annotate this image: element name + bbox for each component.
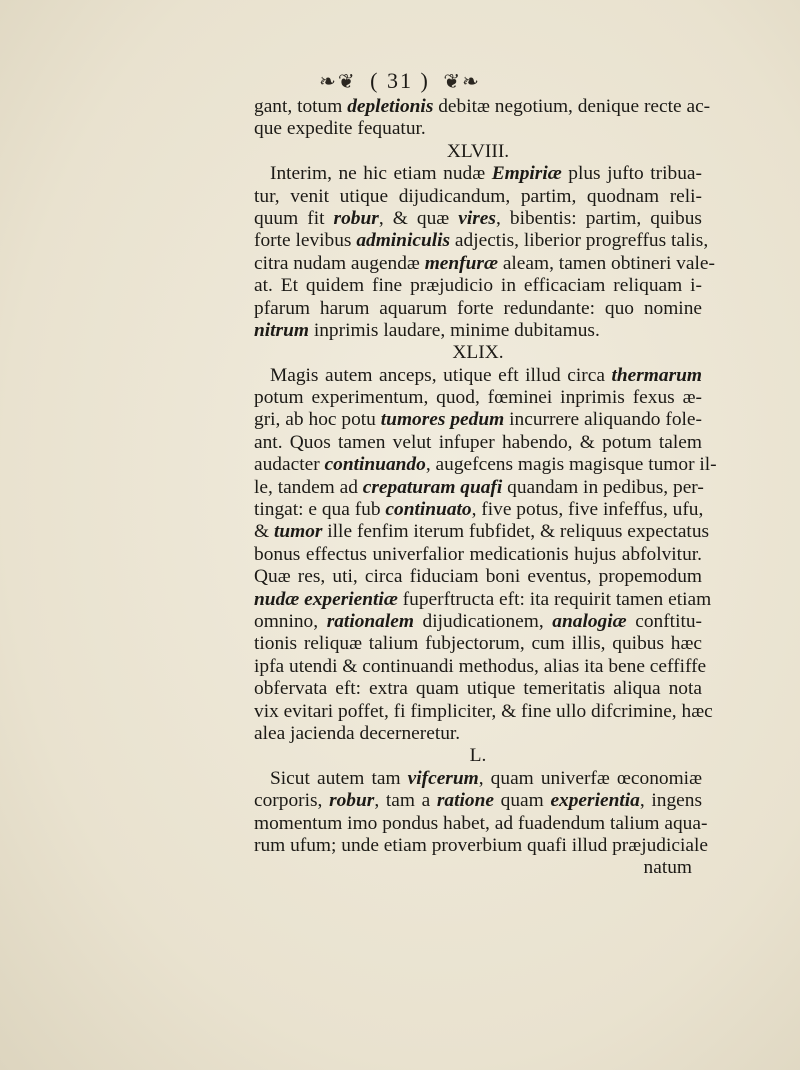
text-line xyxy=(254,275,702,297)
italic-term: vires xyxy=(458,207,496,229)
text-segment: at. Et quidem fine præjudicio in efficaciam reliquam i- xyxy=(254,275,702,297)
text-line xyxy=(254,432,702,454)
text-segment: ille fenfim iterum fubfidet, & reliquus expectatus xyxy=(322,521,710,543)
left-ornament-icon: ❧❦ xyxy=(319,71,357,93)
text-line xyxy=(254,409,702,431)
page-header xyxy=(0,68,800,94)
text-segment: que expedite fequatur. xyxy=(254,118,426,140)
text-segment: quandam in pedibus, per- xyxy=(502,476,704,498)
text-segment: momentum imo pondus habet, ad fuadendum talium aqua- xyxy=(254,812,708,834)
text-segment: XLIX. xyxy=(452,342,504,364)
text-line xyxy=(254,387,702,409)
text-line xyxy=(254,768,702,790)
text-line xyxy=(254,678,702,700)
text-segment: corporis, xyxy=(254,790,330,812)
text-segment: rum ufum; unde etiam proverbium quafi illud præjudiciale xyxy=(254,834,708,856)
text-segment: tur, venit utique dijudicandum, partim, quodnam reli- xyxy=(254,185,702,207)
text-segment: inprimis laudare, minime dubitamus. xyxy=(308,319,600,341)
italic-term: analogiæ xyxy=(552,610,627,632)
text-line xyxy=(254,700,713,723)
text-line xyxy=(254,298,702,320)
text-segment: le, tandem ad xyxy=(254,476,363,498)
text-segment: bonus effectus univerfalior medicationis hujus abfolvitur. xyxy=(254,543,702,565)
text-segment: vix evitari poffet, fi fimpliciter, & fine ullo difcrimine, hæc xyxy=(254,700,713,722)
text-line xyxy=(254,477,702,499)
text-segment: adjectis, liberior progreffus talis, xyxy=(450,230,709,252)
italic-term: nudæ experientiæ xyxy=(254,588,398,610)
text-segment: omnino, xyxy=(254,610,327,632)
text-line xyxy=(254,544,702,566)
text-line xyxy=(254,252,715,275)
text-line xyxy=(254,790,702,812)
text-segment: dijudicationem, xyxy=(413,610,553,632)
text-segment: forte levibus xyxy=(254,230,357,252)
text-line xyxy=(254,566,702,588)
italic-term: robur xyxy=(329,790,375,812)
page-number: ( 31 ) xyxy=(370,68,430,93)
italic-term: nitrum xyxy=(254,319,309,341)
text-segment: citra nudam augendæ xyxy=(254,252,425,274)
text-segment: Magis autem anceps, utique eft illud circa xyxy=(270,364,612,386)
text-segment: quam xyxy=(494,790,551,812)
text-segment: plus jufto tribua- xyxy=(561,163,702,185)
italic-term: tumor xyxy=(273,521,323,543)
text-line xyxy=(254,655,707,678)
text-segment: ant. Quos tamen velut infuper habendo, & potum talem xyxy=(254,431,702,453)
text-segment: tingat: e qua fub xyxy=(254,499,386,521)
body-text xyxy=(254,96,717,880)
section-number xyxy=(254,745,702,767)
text-line xyxy=(254,723,702,745)
text-segment: gri, ab hoc potu xyxy=(254,409,381,431)
italic-term: continuato xyxy=(385,499,472,521)
text-segment: & xyxy=(254,521,274,543)
text-segment: , five potus, five infeffus, ufu, xyxy=(471,499,704,521)
italic-term: adminiculis xyxy=(356,230,451,252)
italic-term: robur xyxy=(333,207,379,229)
text-line xyxy=(254,499,702,521)
italic-term: ratione xyxy=(436,790,494,812)
text-segment: pfarum harum aquarum forte redundante: quo nomine xyxy=(254,297,702,319)
text-segment: L. xyxy=(469,745,487,767)
italic-term: experientia xyxy=(550,790,640,812)
text-line xyxy=(254,633,702,655)
text-line xyxy=(254,96,711,118)
text-segment: fuperftructa eft: ita requirit tamen etiam xyxy=(397,588,712,610)
text-segment: , bibentis: partim, quibus xyxy=(495,207,702,229)
text-line xyxy=(254,118,702,140)
text-line xyxy=(254,186,702,208)
text-line xyxy=(254,521,710,543)
italic-term: vifcerum xyxy=(407,767,479,789)
text-segment: XLVIII. xyxy=(446,140,510,162)
text-segment: debitæ negotium, denique recte ac- xyxy=(433,96,711,117)
text-segment: Sicut autem tam xyxy=(270,767,408,789)
italic-term: menfuræ xyxy=(424,252,498,274)
catchword: natum xyxy=(643,857,692,879)
text-line xyxy=(254,365,702,387)
italic-term: tumores pedum xyxy=(380,409,505,431)
text-line xyxy=(254,611,702,633)
text-segment: Quæ res, uti, circa fiduciam boni eventus, propemodum xyxy=(254,566,702,588)
text-line xyxy=(254,834,708,857)
text-line xyxy=(254,320,702,342)
italic-term: crepaturam quafi xyxy=(362,476,503,498)
section-number xyxy=(254,141,702,163)
text-segment: gant, totum xyxy=(254,96,348,117)
text-segment: , ingens xyxy=(639,790,702,812)
text-line xyxy=(254,588,712,611)
text-line xyxy=(254,163,702,185)
text-segment: aleam, tamen obtineri vale- xyxy=(497,252,715,274)
text-segment: , & quæ xyxy=(378,207,459,229)
text-segment: , tam a xyxy=(374,790,437,812)
text-segment: potum experimentum, quod, fœminei inprimis fexus æ- xyxy=(254,387,702,409)
text-segment: , augefcens magis magisque tumor il- xyxy=(425,454,717,476)
text-line xyxy=(254,230,709,252)
text-line xyxy=(254,208,702,230)
italic-term: continuando xyxy=(324,454,426,476)
text-segment: Interim, ne hic etiam nudæ xyxy=(270,163,492,185)
italic-term: rationalem xyxy=(326,610,414,632)
italic-term: depletionis xyxy=(347,96,434,117)
text-segment: conftitu- xyxy=(626,610,702,632)
text-line xyxy=(254,812,708,835)
text-segment: , quam univerfæ œconomiæ xyxy=(478,767,702,789)
text-segment: ipfa utendi & continuandi methodus, alias ita bene ceffiffe xyxy=(254,655,707,677)
text-segment: incurrere aliquando fole- xyxy=(504,409,702,431)
text-line xyxy=(254,454,717,476)
text-segment: tionis reliquæ talium fubjectorum, cum illis, quibus hæc xyxy=(254,633,702,655)
text-segment: alea jacienda decerneretur. xyxy=(254,722,461,744)
section-number xyxy=(254,342,702,364)
text-segment: obfervata eft: extra quam utique temeritatis aliqua nota xyxy=(254,678,702,700)
italic-term: Empiriæ xyxy=(491,163,562,185)
italic-term: thermarum xyxy=(611,364,702,386)
right-ornament-icon: ❦❧ xyxy=(443,71,481,93)
text-segment: audacter xyxy=(254,454,325,476)
text-segment: quum fit xyxy=(254,207,334,229)
